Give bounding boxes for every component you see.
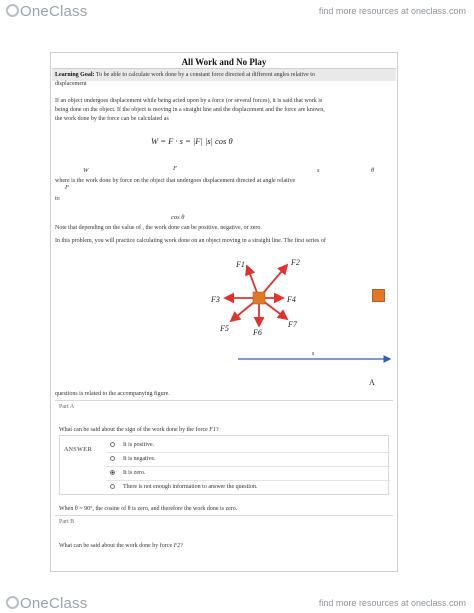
part-a-explanation: When θ = 90°, the cosine of θ is zero, and therefore the work done is zero. bbox=[59, 506, 238, 512]
part-a-question: What can be said about the sign of the work done by the force F1? bbox=[59, 427, 219, 433]
oneclass-logo[interactable] bbox=[6, 3, 87, 20]
option-not-enough-info[interactable] bbox=[110, 484, 257, 490]
radio-icon[interactable] bbox=[110, 442, 115, 447]
where-line: where is the work done by force on the object that undergoes displacement directed at angle relative bbox=[55, 178, 296, 184]
goal-text: To be able to calculate work done by a constant force directed at different angles relative to bbox=[95, 72, 315, 78]
intro-line-3: the work done by the force can be calculated as bbox=[55, 116, 169, 122]
figure-letter-a: A bbox=[369, 378, 375, 387]
bottom-bar bbox=[0, 592, 474, 613]
logo-mark-icon bbox=[6, 4, 19, 17]
symbol-w: W bbox=[83, 167, 89, 174]
goal-text-2: displacement bbox=[55, 81, 87, 87]
option-positive[interactable] bbox=[110, 442, 154, 448]
option-label: It is zero. bbox=[123, 470, 146, 476]
symbol-f-2: F bbox=[65, 184, 69, 191]
label-f2: F2 bbox=[291, 258, 300, 267]
option-negative[interactable] bbox=[110, 456, 156, 462]
label-f1: F1 bbox=[236, 260, 245, 269]
top-bar bbox=[0, 0, 474, 22]
option-divider bbox=[106, 466, 390, 467]
part-b-force: F2 bbox=[173, 543, 181, 549]
part-a-question-text: What can be said about the sign of the work done by the force bbox=[59, 427, 208, 433]
symbol-cos: cos θ bbox=[171, 214, 185, 221]
part-a-force: F1 bbox=[209, 427, 216, 433]
answer-label: ANSWER bbox=[64, 447, 93, 453]
questions-line: questions is related to the accompanying figure. bbox=[55, 391, 170, 397]
label-s: s bbox=[312, 351, 315, 357]
option-label: It is negative. bbox=[123, 456, 156, 462]
label-f5: F5 bbox=[220, 324, 229, 333]
part-a-divider bbox=[55, 400, 393, 401]
document-page bbox=[50, 52, 398, 572]
part-b-question: What can be said about the work done by force F2? bbox=[59, 543, 183, 549]
radio-icon[interactable] bbox=[110, 484, 115, 489]
displacement-arrow bbox=[236, 349, 396, 363]
intro-line-2: being done on the object. If the object is moving in a straight line and the displacement and the force are known, bbox=[55, 107, 325, 113]
logo-mark-icon bbox=[6, 596, 19, 609]
object-box bbox=[253, 292, 265, 304]
option-divider bbox=[106, 452, 390, 453]
to-line: to bbox=[55, 196, 60, 202]
orange-block bbox=[372, 289, 385, 302]
oneclass-logo-footer[interactable] bbox=[6, 595, 87, 612]
intro-line-1: If an object undergoes displacement while being acted upon by a force (or several forces), it is said that work is bbox=[55, 98, 323, 104]
option-divider bbox=[106, 480, 390, 481]
symbol-s: s bbox=[317, 167, 320, 174]
force-diagram bbox=[201, 253, 301, 343]
symbol-theta: θ bbox=[371, 167, 375, 174]
note-line: Note that depending on the value of , the work done can be positive, negative, or zero. bbox=[55, 225, 262, 231]
radio-icon[interactable] bbox=[110, 456, 115, 461]
header-resources-link[interactable]: find more resources at oneclass.com bbox=[318, 6, 466, 16]
symbol-f: F bbox=[173, 165, 177, 172]
brand-name: OneClass bbox=[20, 3, 88, 20]
part-a-label: Part A bbox=[59, 404, 75, 410]
part-b-label: Part B bbox=[59, 519, 75, 525]
part-b-divider bbox=[55, 515, 393, 516]
option-label: It is positive. bbox=[123, 442, 155, 448]
goal-label: Learning Goal: bbox=[55, 72, 95, 78]
label-f3: F3 bbox=[211, 295, 220, 304]
learning-goal bbox=[55, 71, 315, 79]
label-f4: F4 bbox=[287, 295, 296, 304]
work-equation: W = F · s = |F| |s| cos θ bbox=[151, 136, 233, 146]
practice-line: In this problem, you will practice calculating work done on an object moving in a straight line. The first series of bbox=[55, 238, 326, 244]
radio-selected-icon[interactable] bbox=[110, 470, 115, 475]
option-zero[interactable] bbox=[110, 470, 146, 476]
label-f6: F6 bbox=[253, 328, 262, 337]
label-f7: F7 bbox=[288, 320, 297, 329]
brand-name: OneClass bbox=[20, 595, 88, 612]
option-label: There is not enough information to answer the question. bbox=[123, 484, 258, 490]
answer-panel bbox=[59, 435, 389, 495]
part-b-question-text: What can be said about the work done by force bbox=[59, 543, 173, 549]
footer-resources-link[interactable]: find more resources at oneclass.com bbox=[318, 598, 466, 608]
document-title: All Work and No Play bbox=[181, 57, 267, 67]
